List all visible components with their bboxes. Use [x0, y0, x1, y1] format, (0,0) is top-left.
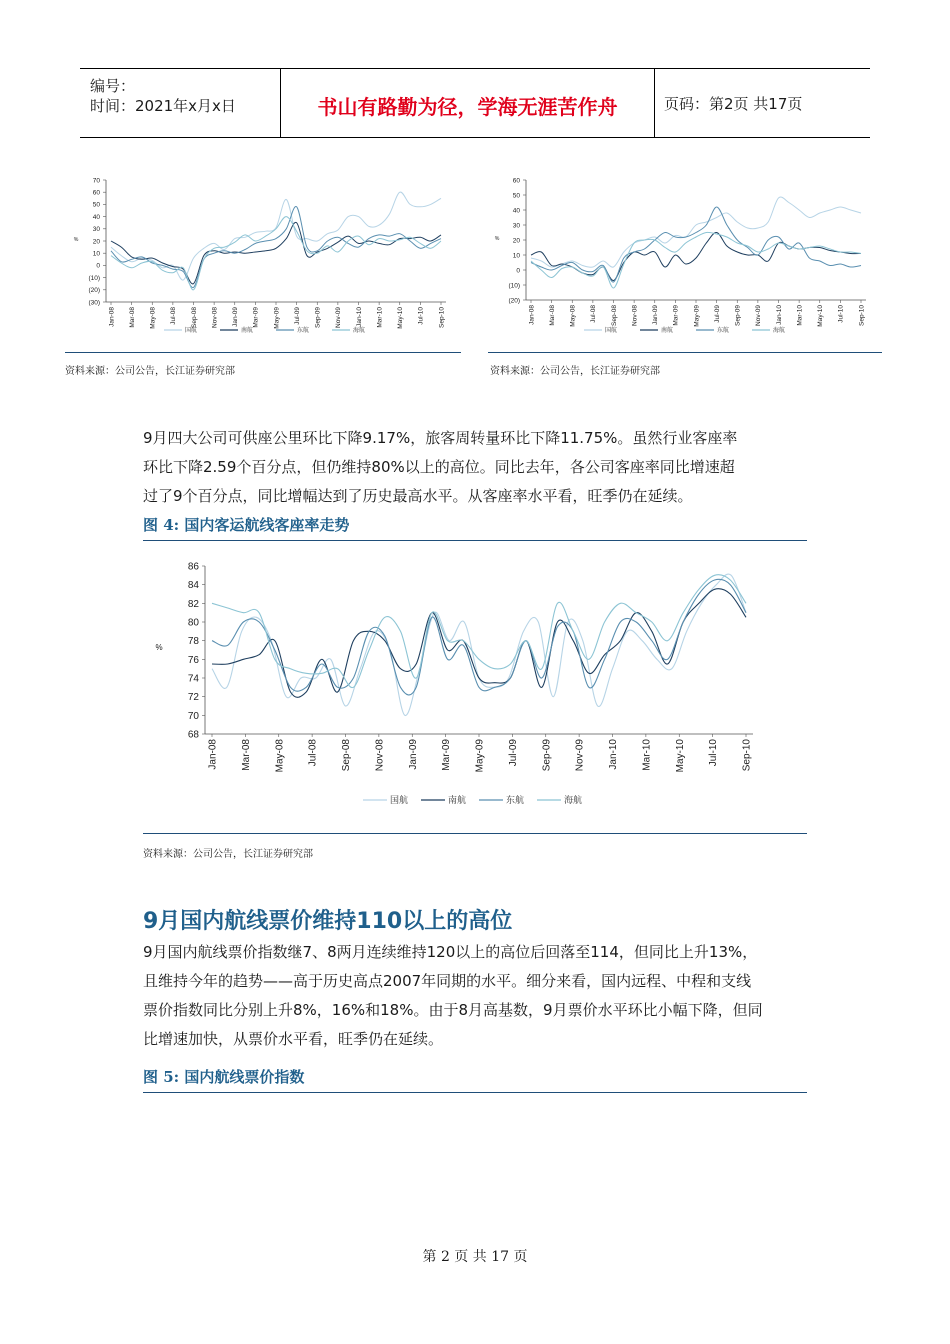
x-tick-label: Nov-09 — [335, 307, 343, 328]
series-line-南航 — [531, 232, 861, 280]
y-tick-label: (20) — [508, 297, 520, 305]
y-tick-label: 10 — [512, 252, 520, 260]
y-axis-label: % — [73, 237, 79, 243]
x-tick-label: Mar-08 — [548, 305, 556, 326]
number-label: 编号： — [90, 77, 136, 95]
chart-left-source: 资料来源：公司公告，长江证券研究部 — [65, 366, 235, 377]
paragraph-line: 票价指数同比分别上升8%，16%和18%。由于8月高基数，9月票价水平环比小幅下降，但同 — [143, 1001, 763, 1019]
paragraph-line: 9月四大公司可供座公里环比下降9.17%，旅客周转量环比下降11.75%。虽然行业客座率 — [143, 429, 738, 447]
x-tick-label: Mar-08 — [240, 739, 252, 771]
figure-5-top-rule — [143, 1092, 807, 1093]
legend-label: 国航 — [185, 328, 198, 335]
x-tick-label: Sep-10 — [741, 739, 753, 772]
y-tick-label: 70 — [92, 177, 100, 185]
series-line-海航 — [531, 232, 861, 288]
paragraph-line: 比增速加快，从票价水平看，旺季仍在延续。 — [143, 1030, 444, 1048]
x-tick-label: May-10 — [674, 739, 686, 773]
x-tick-label: May-09 — [474, 739, 486, 773]
y-tick-label: (30) — [88, 299, 100, 307]
x-tick-label: Mar-08 — [128, 307, 136, 328]
x-tick-label: May-09 — [693, 305, 701, 327]
x-tick-label: Sep-09 — [314, 307, 322, 328]
x-tick-label: Jul-09 — [507, 739, 519, 767]
legend-label: 国航 — [605, 328, 618, 335]
x-tick-label: Sep-08 — [190, 307, 198, 328]
paragraph-line: 且维持今年的趋势——高于历史高点2007年同期的水平。细分来看，国内远程、中程和支线 — [143, 972, 752, 990]
y-tick-label: 74 — [187, 673, 199, 685]
x-tick-label: Jul-10 — [417, 307, 425, 325]
page-code: 页码：第2页 共17页 — [664, 95, 803, 113]
y-tick-label: 68 — [187, 729, 199, 741]
x-tick-label: Jan-09 — [652, 305, 660, 325]
x-tick-label: Jul-08 — [590, 305, 598, 323]
section-heading: 9月国内航线票价维持110以上的高位 — [143, 909, 513, 934]
x-tick-label: Jul-08 — [170, 307, 178, 325]
time-label: 时间：2021年x月x日 — [90, 97, 236, 115]
x-tick-label: Jul-08 — [307, 739, 319, 767]
paragraph-line: 9月国内航线票价指数继7、8两月连续维持120以上的高位后回落至114，但同比上升13%， — [143, 943, 758, 961]
y-tick-label: 0 — [96, 262, 100, 270]
chart-right-source: 资料来源：公司公告，长江证券研究部 — [490, 366, 660, 377]
legend-label: 东航 — [506, 795, 525, 806]
y-tick-label: 10 — [92, 250, 100, 258]
x-tick-label: Jan-09 — [407, 739, 419, 770]
x-tick-label: Nov-08 — [211, 307, 219, 328]
x-tick-label: May-10 — [817, 305, 825, 327]
x-tick-label: Jul-10 — [708, 739, 720, 767]
x-tick-label: Sep-10 — [858, 305, 866, 326]
page-footer: 第 2 页 共 17 页 — [422, 1249, 528, 1265]
y-tick-label: 20 — [512, 237, 520, 245]
legend-label: 南航 — [448, 795, 467, 806]
y-tick-label: (10) — [508, 282, 520, 290]
y-tick-label: 40 — [92, 213, 100, 221]
small-chart-right — [488, 172, 883, 342]
series-line-南航 — [111, 222, 441, 284]
legend-label: 东航 — [297, 328, 310, 335]
x-tick-label: Nov-08 — [374, 739, 386, 772]
y-tick-label: 50 — [92, 201, 100, 209]
x-tick-label: Nov-09 — [574, 739, 586, 772]
figure-4-bottom-rule — [143, 833, 807, 834]
y-tick-label: 72 — [187, 692, 199, 704]
series-line-南航 — [212, 589, 746, 698]
y-tick-label: 0 — [516, 267, 520, 275]
x-tick-label: May-10 — [397, 307, 405, 329]
figure-4-source: 资料来源：公司公告，长江证券研究部 — [143, 849, 313, 860]
x-tick-label: Jan-08 — [207, 739, 219, 770]
paragraph-load-factor — [143, 424, 808, 511]
y-tick-label: 78 — [187, 636, 199, 648]
document-header — [80, 68, 870, 138]
figure-4-title: 图 4: 国内客运航线客座率走势 — [143, 516, 350, 534]
y-tick-label: (10) — [88, 274, 100, 282]
series-line-东航 — [111, 206, 441, 287]
x-tick-label: Jan-08 — [528, 305, 536, 325]
y-tick-label: 80 — [187, 617, 199, 629]
legend-label: 南航 — [661, 328, 674, 335]
y-tick-label: 30 — [92, 226, 100, 234]
chart-right-rule — [488, 352, 882, 353]
x-tick-label: Jan-10 — [355, 307, 363, 327]
y-tick-label: 70 — [187, 710, 199, 722]
x-tick-label: Nov-08 — [631, 305, 639, 326]
x-tick-label: Mar-10 — [641, 739, 653, 771]
x-tick-label: Sep-08 — [610, 305, 618, 326]
y-tick-label: 20 — [92, 238, 100, 246]
header-left-cell — [80, 69, 280, 137]
x-tick-label: Jan-10 — [775, 305, 783, 325]
figure-4-top-rule — [143, 540, 807, 541]
x-tick-label: Sep-08 — [341, 739, 352, 772]
series-line-东航 — [531, 207, 861, 282]
small-chart-left — [62, 172, 462, 342]
legend-label: 东航 — [717, 328, 730, 335]
y-tick-label: 84 — [187, 580, 199, 592]
x-tick-label: May-08 — [569, 305, 577, 327]
x-tick-label: Jul-10 — [837, 305, 845, 323]
y-axis-label: % — [494, 236, 500, 242]
x-tick-label: May-08 — [274, 739, 286, 773]
y-tick-label: 60 — [512, 177, 520, 185]
y-tick-label: 86 — [187, 561, 199, 573]
header-motto-cell — [280, 69, 655, 137]
legend-label: 海航 — [773, 328, 786, 335]
paragraph-line: 环比下降2.59个百分点，但仍维持80%以上的高位。同比去年，各公司客座率同比增速超 — [143, 458, 735, 476]
load-factor-chart — [143, 548, 807, 818]
x-tick-label: Mar-09 — [672, 305, 680, 326]
y-tick-label: 76 — [187, 654, 199, 666]
x-tick-label: Mar-10 — [796, 305, 804, 326]
x-tick-label: Jul-09 — [713, 305, 721, 323]
chart-left-rule — [65, 352, 461, 353]
x-tick-label: Mar-09 — [252, 307, 260, 328]
x-tick-label: Jan-08 — [108, 307, 116, 327]
legend-label: 海航 — [564, 795, 583, 806]
paragraph-ticket-price — [143, 938, 808, 1054]
y-axis-label: % — [155, 643, 163, 652]
x-tick-label: Sep-09 — [541, 739, 553, 772]
y-tick-label: (20) — [88, 287, 100, 295]
x-tick-label: May-08 — [149, 307, 157, 329]
x-tick-label: Mar-10 — [376, 307, 384, 328]
y-tick-label: 50 — [512, 192, 520, 200]
motto: 书山有路勤为径，学海无涯苦作舟 — [317, 95, 618, 119]
x-tick-label: May-09 — [273, 307, 281, 329]
y-tick-label: 82 — [187, 598, 199, 610]
legend-label: 南航 — [241, 328, 254, 335]
x-tick-label: Nov-09 — [755, 305, 763, 326]
series-line-海航 — [212, 575, 746, 688]
legend-label: 海航 — [353, 328, 366, 335]
x-tick-label: Mar-09 — [441, 739, 453, 771]
y-tick-label: 30 — [512, 222, 520, 230]
x-tick-label: Jan-10 — [608, 739, 619, 770]
x-tick-label: Sep-09 — [734, 305, 742, 326]
paragraph-line: 过了9个百分点，同比增幅达到了历史最高水平。从客座率水平看，旺季仍在延续。 — [143, 487, 693, 505]
figure-5-title: 图 5: 国内航线票价指数 — [143, 1068, 305, 1086]
x-tick-label: Sep-10 — [438, 307, 446, 328]
y-tick-label: 40 — [512, 207, 520, 215]
x-tick-label: Jan-09 — [232, 307, 240, 327]
legend-label: 国航 — [390, 795, 409, 806]
x-tick-label: Jul-09 — [293, 307, 301, 325]
header-right-cell — [654, 69, 870, 137]
y-tick-label: 60 — [92, 189, 100, 197]
